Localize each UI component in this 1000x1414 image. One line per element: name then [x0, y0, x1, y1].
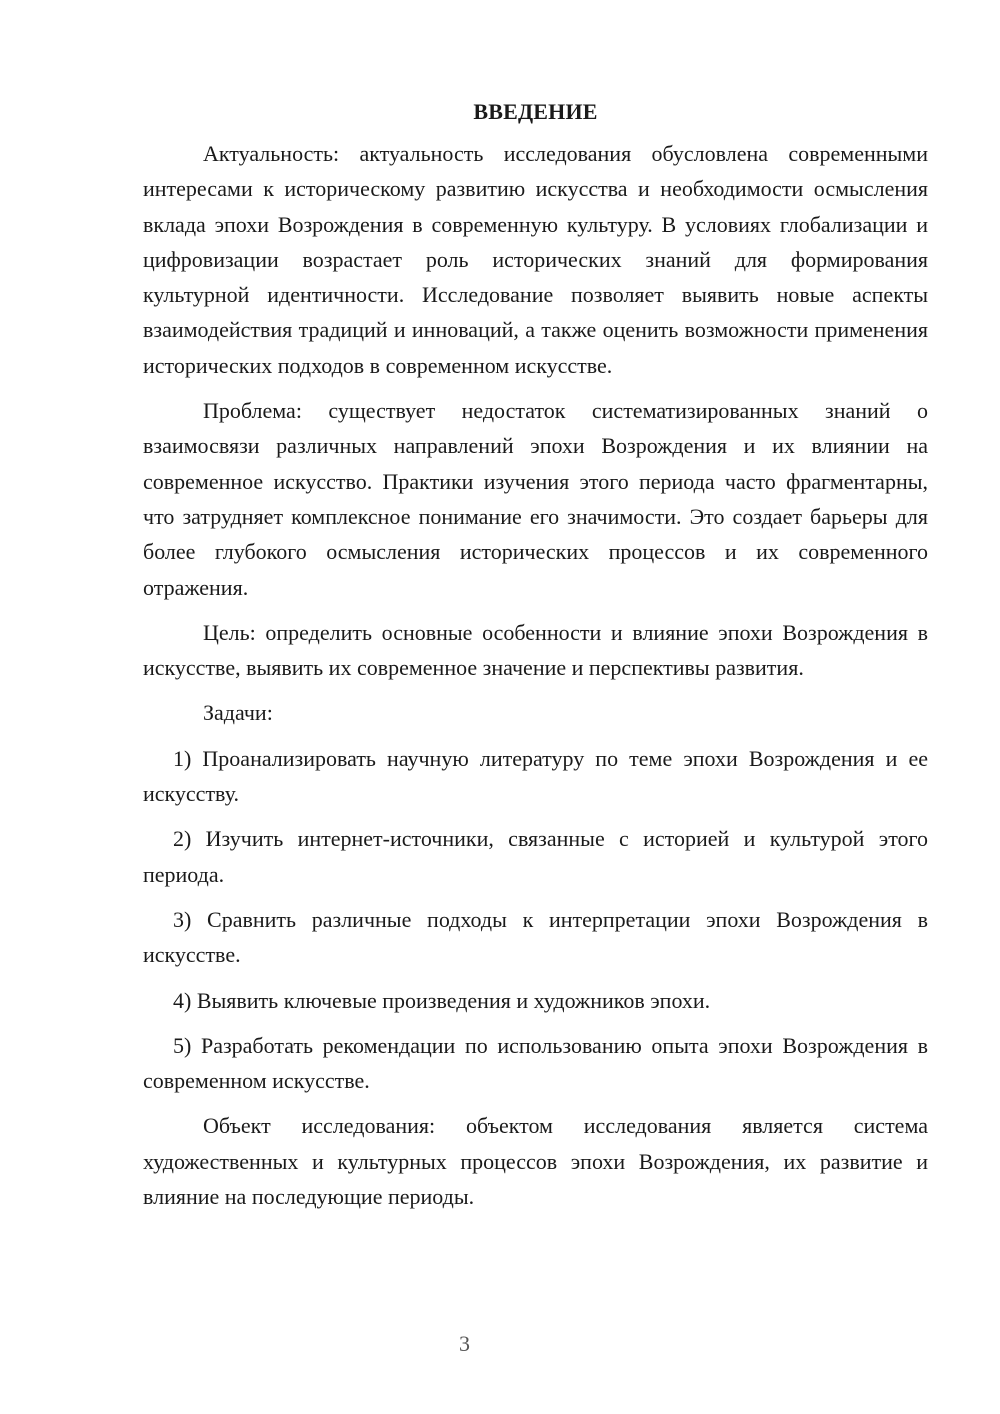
- paragraph-goal: Цель: определить основные особенности и влияние эпохи Возрождения в искусстве, выявить их современное значение и перспективы развития.: [143, 619, 928, 681]
- task-item: 4) Выявить ключевые произведения и художников эпохи.: [173, 987, 711, 1013]
- tasks-heading: Задачи:: [203, 700, 273, 726]
- task-item: 1) Проанализировать научную литературу по теме эпохи Возрождения и ее искусству.: [143, 745, 928, 807]
- paragraph-object: Объект исследования: объектом исследования является система художественных и культурных процессов эпохи Возрождения, их развитие и влияние на последующие периоды.: [143, 1113, 928, 1210]
- page-body: [143, 94, 928, 1224]
- section-title: ВВЕДЕНИЕ: [473, 99, 598, 124]
- task-item: 2) Изучить интернет-источники, связанные с историей и культурой этого периода.: [143, 826, 928, 887]
- paragraph-relevance: Актуальность: актуальность исследования обусловлена современными интересами к историческому развитию искусства и необходимости осмысления вклада эпохи Возрождения в современную культуру. В условиях глобализации и цифровизации возрастает роль исторических знаний для формирования культурной идентичности. Исследование позволяет выявить новые аспекты взаимодействия традиций и инноваций, а также оценить возможности применения исторических подходов в современном искусстве.: [143, 141, 928, 378]
- page-number: 3: [459, 1331, 470, 1356]
- task-item: 3) Сравнить различные подходы к интерпретации эпохи Возрождения в искусстве.: [143, 906, 928, 968]
- task-item: 5) Разработать рекомендации по использованию опыта эпохи Возрождения в современном искусстве.: [143, 1032, 928, 1094]
- paragraph-problem: Проблема: существует недостаток систематизированных знаний о взаимосвязи различных направлений эпохи Возрождения и их влиянии на современное искусство. Практики изучения этого периода часто фрагментарны, что затрудняет комплексное понимание его значимости. Это создает барьеры для более глубокого осмысления исторических процессов и их современного отражения.: [143, 398, 928, 600]
